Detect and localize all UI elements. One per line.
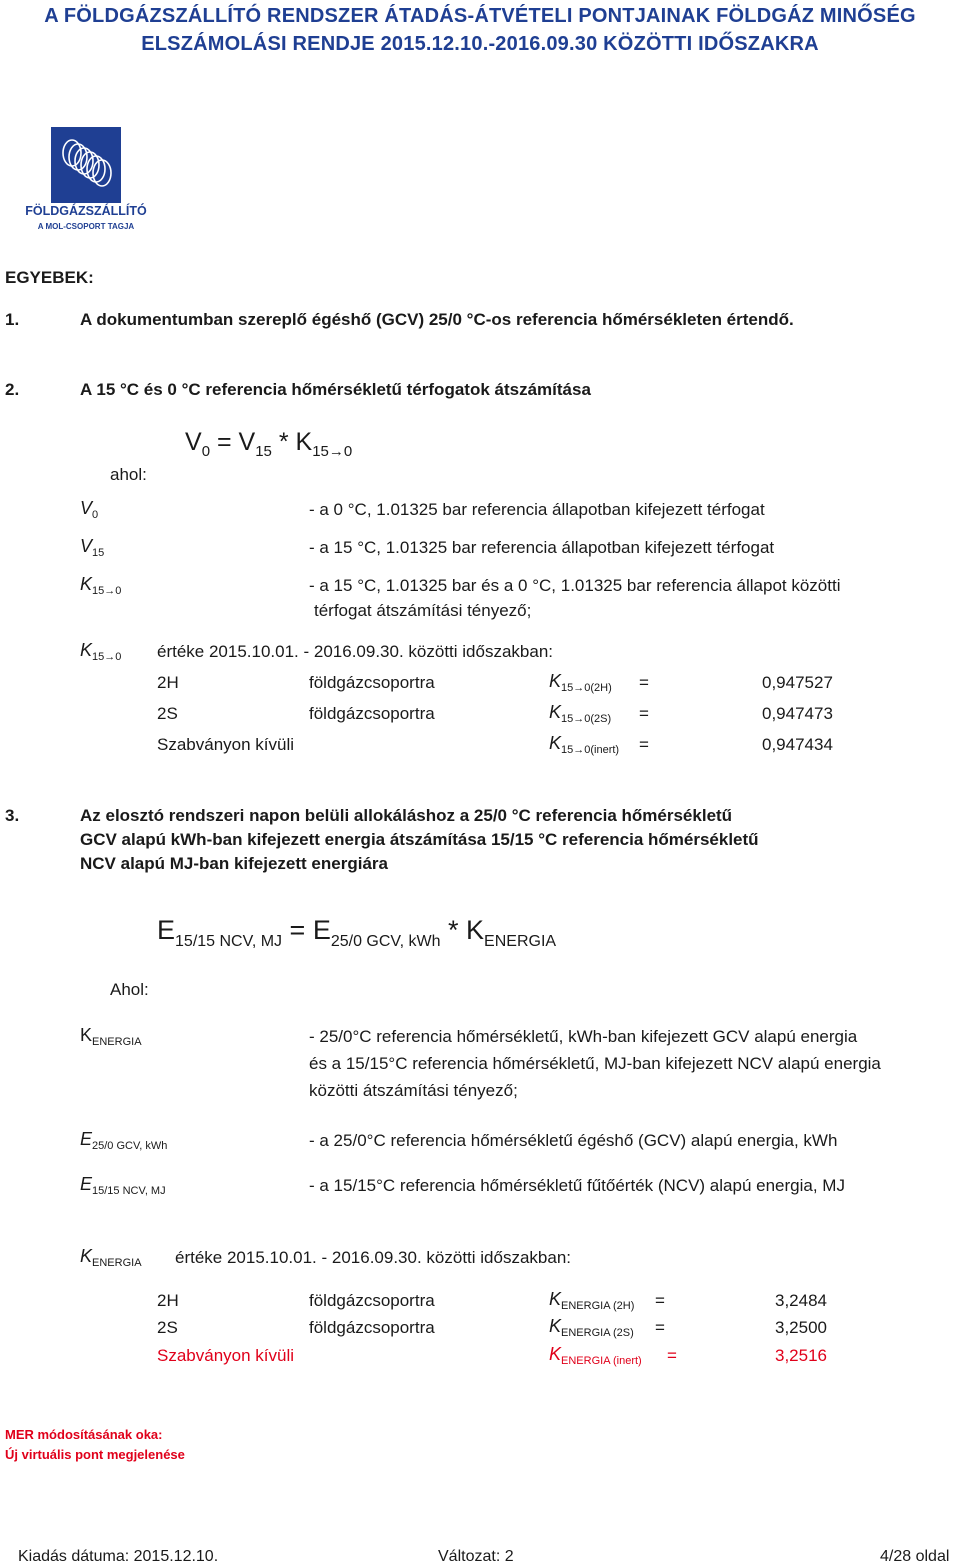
symbol-e-15-15-ncv: $E_{15/15 NCV, MJ}$ <box>80 1174 166 1197</box>
symbol-k15-0-2s: $K_{15\to 0(2S)}$ <box>549 702 612 725</box>
item-3-line-1: Az elosztó rendszeri napon belüli allokáláshoz a 25/0 °C referencia hőmérsékletű <box>80 806 733 825</box>
group-2h: 2H <box>157 1291 179 1310</box>
group-2s: 2S <box>157 704 178 723</box>
equals-sign: = <box>639 673 649 692</box>
value-k-energia-2h: 3,2484 <box>775 1291 827 1310</box>
equals-sign: = <box>667 1346 677 1365</box>
definition-k-energia-line-2: és a 15/15°C referencia hőmérsékletű, MJ-ban kifejezett NCV alapú energia <box>309 1054 881 1073</box>
equals-sign: = <box>639 704 649 723</box>
value-k-energia-2s: 3,2500 <box>775 1318 827 1337</box>
group-non-standard: Szabványon kívüli <box>157 1346 295 1365</box>
item-2-text: A 15 °C és 0 °C referencia hőmérsékletű térfogatok átszámítása <box>80 380 591 399</box>
definition-e-15-15-ncv: - a 15/15°C referencia hőmérsékletű fűtőérték (NCV) alapú energia, MJ <box>309 1176 845 1195</box>
equals-sign: = <box>639 735 649 754</box>
item-3-line-3: NCV alapú MJ-ban kifejezett energiára <box>80 854 388 873</box>
group-label: földgázcsoportra <box>309 1318 435 1337</box>
company-logo <box>20 125 160 235</box>
footer-issue-date: Kiadás dátuma: 2015.12.10. <box>18 1548 219 1565</box>
definition-k-energia-line-1: - 25/0°C referencia hőmérsékletű, kWh-ban kifejezett GCV alapú energia <box>309 1027 858 1046</box>
where-label: ahol: <box>110 465 147 484</box>
foldgazszallito-logo-icon <box>20 125 160 235</box>
item-1-text: A dokumentumban szereplő égéshő (GCV) 25/0 °C-os referencia hőmérsékleten értendő. <box>80 310 794 329</box>
definition-v15: - a 15 °C, 1.01325 bar referencia állapotban kifejezett térfogat <box>309 538 775 557</box>
group-2s: 2S <box>157 1318 178 1337</box>
value-k15-0-2s: 0,947473 <box>762 704 833 723</box>
k-energia-value-intro: értéke 2015.10.01. - 2016.09.30. közötti időszakban: <box>175 1248 571 1267</box>
symbol-k-energia-inert: $K_{ENERGIA (inert)}$ <box>549 1344 642 1367</box>
footer-version: Változat: 2 <box>438 1548 514 1565</box>
definition-k-energia-line-3: közötti átszámítási tényező; <box>309 1081 518 1100</box>
mer-change-reason-text: Új virtuális pont megjelenése <box>5 1447 185 1462</box>
item-3-line-2: GCV alapú kWh-ban kifejezett energia átszámítása 15/15 °C referencia hőmérsékletű <box>80 830 759 849</box>
document-title-line-2: ELSZÁMOLÁSI RENDJE 2015.12.10.-2016.09.30 KÖZÖTTI IDŐSZAKRA <box>141 33 819 55</box>
value-k15-0-2h: 0,947527 <box>762 673 833 692</box>
value-k15-0-inert: 0,947434 <box>762 735 833 754</box>
symbol-e-25-0-gcv: $E_{25/0 GCV, kWh}$ <box>80 1129 168 1152</box>
document-title-line-1: A FÖLDGÁZSZÁLLÍTÓ RENDSZER ÁTADÁS-ÁTVÉTELI PONTJAINAK FÖLDGÁZ MINŐSÉG <box>44 5 916 27</box>
footer-page-number: 4/28 oldal <box>880 1548 950 1565</box>
symbol-k15-0-2h: $K_{15\to 0(2H)}$ <box>549 671 612 694</box>
where-label: Ahol: <box>110 980 149 999</box>
group-label: földgázcsoportra <box>309 673 435 692</box>
definition-k15-0-cont: térfogat átszámítási tényező; <box>314 601 532 620</box>
group-label: földgázcsoportra <box>309 1291 435 1310</box>
item-3-number: 3. <box>5 806 20 825</box>
equals-sign: = <box>655 1291 665 1310</box>
value-k-energia-inert: 3,2516 <box>775 1346 827 1365</box>
group-label: földgázcsoportra <box>309 704 435 723</box>
svg-text:A MOL-CSOPORT TAGJA: A MOL-CSOPORT TAGJA <box>37 222 135 231</box>
symbol-k-energia-values: $K_{ENERGIA}$ <box>80 1246 142 1269</box>
energy-conversion-formula: $E_{15/15 NCV, MJ} = E_{25/0 GCV, kWh} * K_{ENERGIA}$ <box>157 915 557 950</box>
symbol-k15-0-values: $K_{15\to 0}$ <box>80 640 122 663</box>
group-2h: 2H <box>157 673 179 692</box>
item-2-number: 2. <box>5 380 20 399</box>
symbol-v0: $V_0$ <box>80 498 99 521</box>
section-title: EGYEBEK: <box>5 268 94 287</box>
definition-e-25-0-gcv: - a 25/0°C referencia hőmérsékletű égéshő (GCV) alapú energia, kWh <box>309 1131 838 1150</box>
symbol-k15-0: $K_{15\to 0}$ <box>80 574 122 597</box>
k15-0-value-intro: értéke 2015.10.01. - 2016.09.30. közötti időszakban: <box>157 642 553 661</box>
volume-conversion-formula: $V_0 = V_{15} * K_{15\to 0}$ <box>185 428 353 460</box>
equals-sign: = <box>655 1318 665 1337</box>
svg-text:FÖLDGÁZSZÁLLÍTÓ: FÖLDGÁZSZÁLLÍTÓ <box>25 204 147 218</box>
mer-change-reason-label: MER módosításának oka: <box>5 1427 163 1442</box>
symbol-k-energia-2h: $K_{ENERGIA (2H)}$ <box>549 1289 635 1312</box>
symbol-k-energia-2s: $K_{ENERGIA (2S)}$ <box>549 1316 634 1339</box>
item-1-number: 1. <box>5 310 20 329</box>
definition-k15-0: - a 15 °C, 1.01325 bar és a 0 °C, 1.01325 bar referencia állapot közötti <box>309 576 841 595</box>
group-non-standard: Szabványon kívüli <box>157 735 295 754</box>
definition-v0: - a 0 °C, 1.01325 bar referencia állapotban kifejezett térfogat <box>309 500 765 519</box>
symbol-v15: $V_{15}$ <box>80 536 105 559</box>
symbol-k-energia: $K_{ENERGIA}$ <box>80 1025 142 1048</box>
symbol-k15-0-inert: $K_{15\to 0(inert)}$ <box>549 733 620 756</box>
